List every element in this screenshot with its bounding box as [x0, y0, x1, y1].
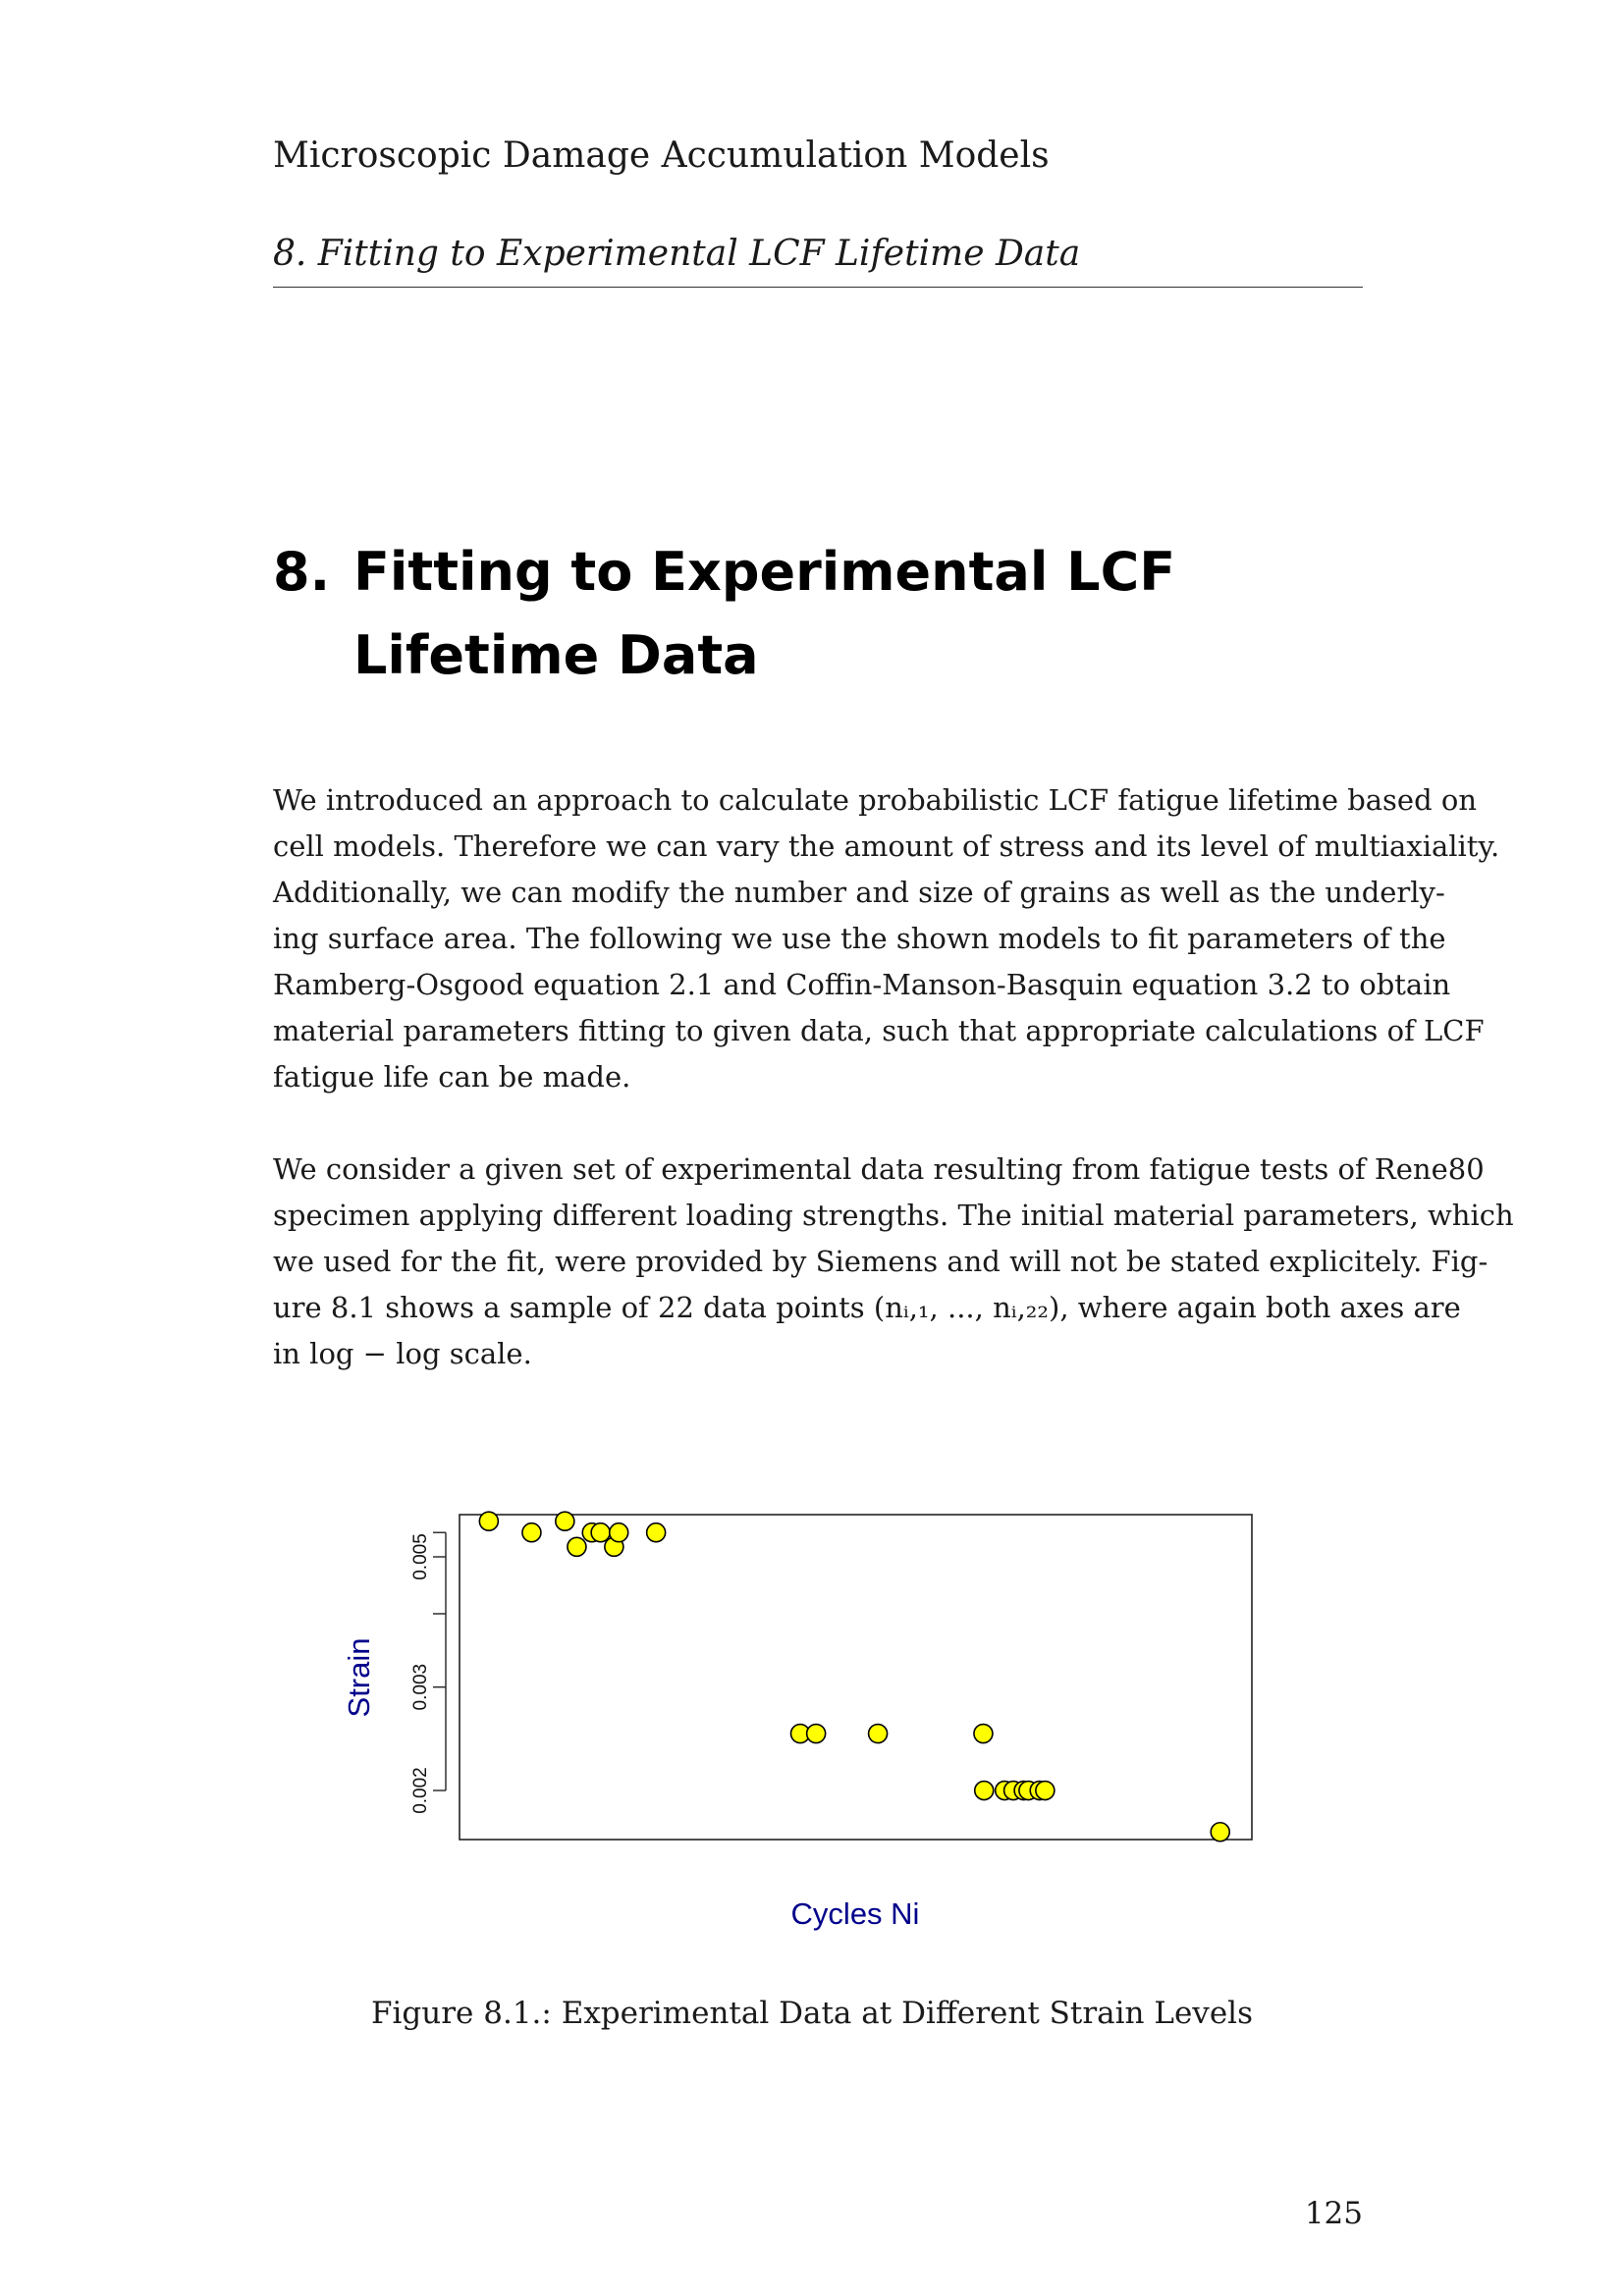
data-point	[556, 1512, 574, 1530]
chapter-title-text: Fitting to Experimental LCF Lifetime Data	[353, 541, 1176, 686]
paragraph-line: cell models. Therefore we can vary the amount of stress and its level of multiaxiality.	[273, 829, 1500, 863]
y-axis-label: Strain	[342, 1637, 376, 1718]
header-rule	[273, 287, 1363, 288]
data-point	[807, 1725, 826, 1743]
running-head-chapter: 8. Fitting to Experimental LCF Lifetime Data	[273, 234, 1081, 274]
paragraph-1	[273, 777, 1500, 1100]
data-point	[591, 1523, 610, 1542]
paragraph-line: Additionally, we can modify the number and size of grains as well as the underly-	[273, 876, 1445, 909]
y-axis-ticks	[410, 1532, 446, 1814]
running-head-book-title: Microscopic Damage Accumulation Models	[273, 135, 1050, 176]
page-number: 125	[1304, 2196, 1363, 2231]
x-axis-label: Cycles Ni	[790, 1896, 920, 1931]
paragraph-line: We consider a given set of experimental data resulting from fatigue tests of Rene80	[273, 1152, 1485, 1186]
plot-frame	[460, 1515, 1252, 1840]
scatter-chart	[324, 1482, 1286, 1953]
figure-caption: Figure 8.1.: Experimental Data at Different Strain Levels	[370, 1996, 1253, 2031]
chapter-number: 8.	[273, 541, 331, 603]
paragraph-line: in log − log scale.	[273, 1337, 532, 1370]
paragraph-line: ing surface area. The following we use the shown models to fit parameters of the	[273, 922, 1446, 955]
data-points	[479, 1512, 1229, 1842]
data-point	[610, 1523, 628, 1542]
data-point	[975, 1782, 994, 1800]
paragraph-line: we used for the fit, were provided by Siemens and will not be stated explicitely. Fig-	[273, 1245, 1489, 1278]
y-tick-label: 0.005	[410, 1533, 431, 1580]
data-point	[869, 1725, 888, 1743]
y-tick-label: 0.002	[410, 1767, 431, 1814]
paragraph-line: fatigue life can be made.	[273, 1060, 631, 1094]
paragraph-2	[273, 1147, 1514, 1377]
paragraph-line: We introduced an approach to calculate probabilistic LCF fatigue lifetime based on	[273, 783, 1478, 817]
data-point	[522, 1523, 541, 1542]
chapter-title	[273, 530, 1363, 697]
paragraph-line: specimen applying different loading strengths. The initial material parameters, which	[273, 1199, 1514, 1232]
data-point	[1036, 1782, 1055, 1800]
data-point	[974, 1725, 993, 1743]
paragraph-line: ure 8.1 shows a sample of 22 data points (nᵢ,₁, ..., nᵢ,₂₂), where again both axes are	[273, 1291, 1461, 1324]
paragraph-line: material parameters fitting to given data, such that appropriate calculations of LCF	[273, 1014, 1485, 1047]
data-point	[1211, 1823, 1229, 1842]
data-point	[479, 1512, 498, 1530]
data-point	[568, 1537, 586, 1556]
data-point	[647, 1523, 666, 1542]
figure-8-1	[324, 1482, 1286, 1953]
paragraph-line: Ramberg-Osgood equation 2.1 and Coffin-Manson-Basquin equation 3.2 to obtain	[273, 968, 1451, 1001]
y-tick-label: 0.003	[410, 1663, 431, 1711]
